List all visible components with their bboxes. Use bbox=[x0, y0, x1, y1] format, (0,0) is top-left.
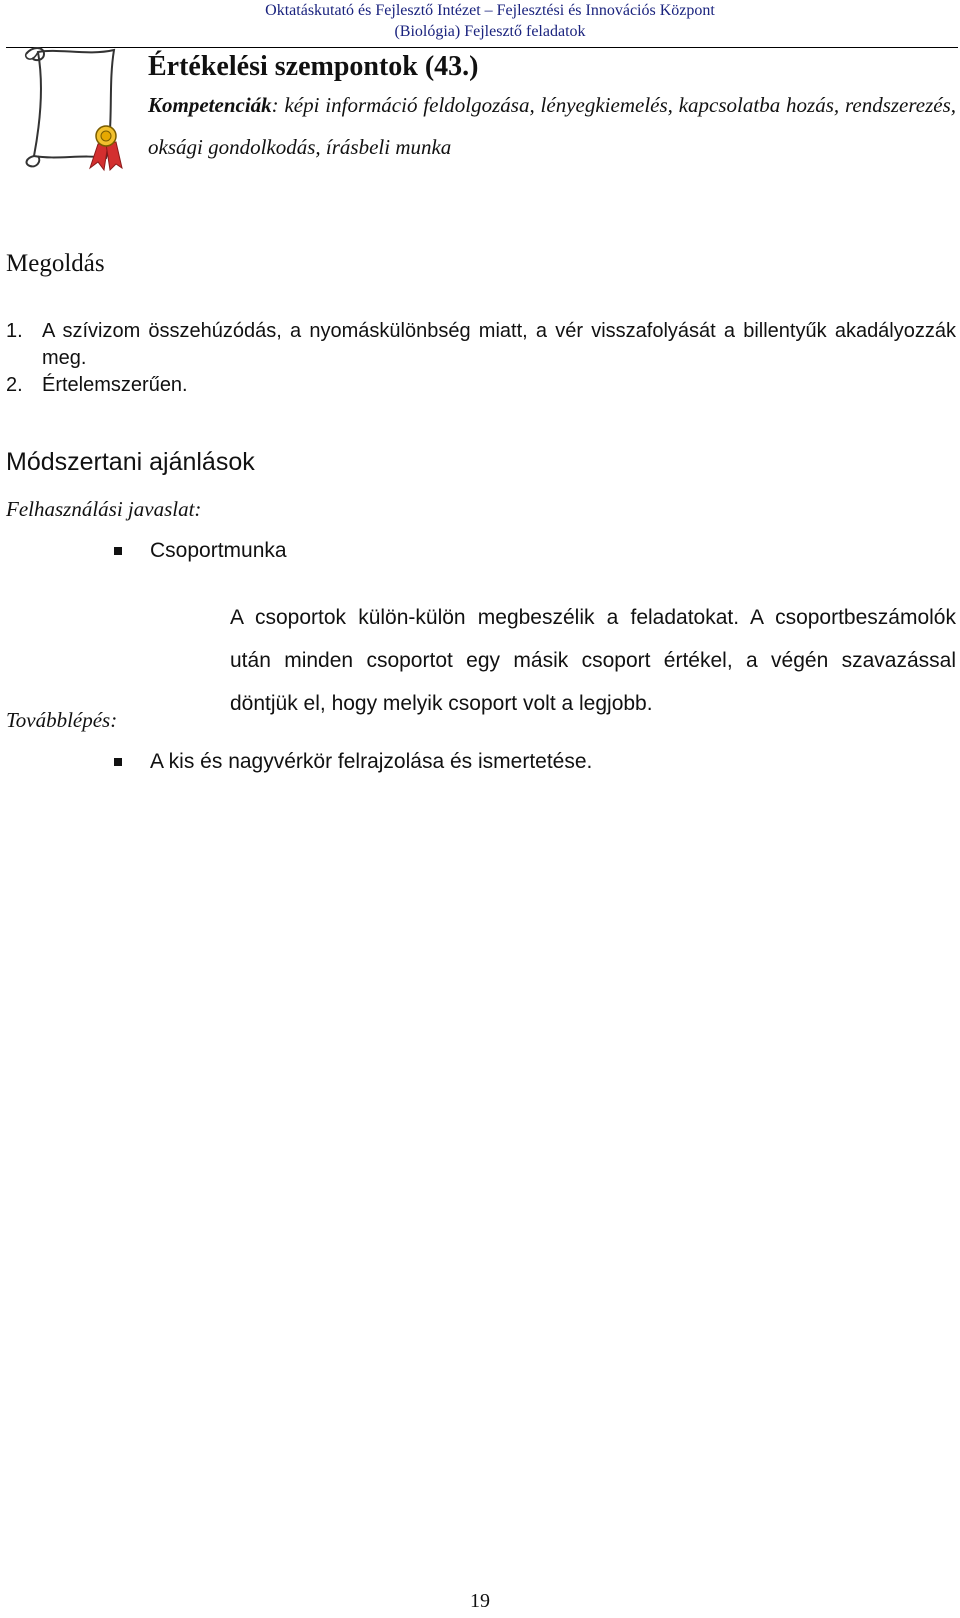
header-institute: Oktatáskutató és Fejlesztő Intézet – Fejlesztési és Innovációs Központ bbox=[265, 2, 715, 19]
square-bullet-icon bbox=[114, 758, 122, 766]
evaluation-title: Értékelési szempontok (43.) bbox=[148, 51, 479, 82]
solution-item-number: 2. bbox=[6, 374, 23, 396]
page-header bbox=[0, 0, 960, 42]
solution-heading: Megoldás bbox=[6, 250, 105, 277]
header-subject: (Biológia) Fejlesztő feladatok bbox=[394, 23, 586, 40]
solution-item-number: 1. bbox=[6, 320, 23, 342]
scroll-award-icon bbox=[18, 46, 130, 176]
solution-item-text: Értelemszerűen. bbox=[42, 374, 188, 396]
square-bullet-icon bbox=[114, 547, 122, 555]
solution-item-2 bbox=[6, 372, 956, 399]
solution-item-1 bbox=[6, 318, 956, 372]
header-divider bbox=[6, 47, 958, 48]
competences-text: : képi információ feldolgozása, lényegkiemelés, kapcsolatba hozás, rendszerezés, oksági gondolkodás, írásbeli munka bbox=[148, 93, 956, 159]
competences-paragraph bbox=[148, 84, 956, 168]
solution-list bbox=[6, 318, 956, 399]
next-step-bullet bbox=[114, 750, 592, 774]
next-step-bullet-text: A kis és nagyvérkör felrajzolása és ismertetése. bbox=[150, 750, 593, 773]
evaluation-block bbox=[148, 50, 956, 168]
usage-bullet bbox=[114, 539, 287, 563]
usage-bullet-text: Csoportmunka bbox=[150, 539, 287, 562]
solution-item-text: A szívizom összehúzódás, a nyomáskülönbség miatt, a vér visszafolyását a billentyűk akadályozzák meg. bbox=[42, 320, 956, 369]
methodology-heading: Módszertani ajánlások bbox=[6, 448, 255, 476]
usage-label: Felhasználási javaslat: bbox=[6, 497, 202, 521]
usage-description: A csoportok külön-külön megbeszélik a feladatokat. A csoportbeszámolók után minden csoportot egy másik csoport értékel, a végén szavazással döntjük el, hogy melyik csoport volt a legjobb. bbox=[230, 606, 956, 715]
competences-label: Kompetenciák bbox=[148, 93, 272, 117]
page-number: 19 bbox=[470, 1590, 490, 1612]
next-step-label: Továbblépés: bbox=[6, 708, 118, 732]
